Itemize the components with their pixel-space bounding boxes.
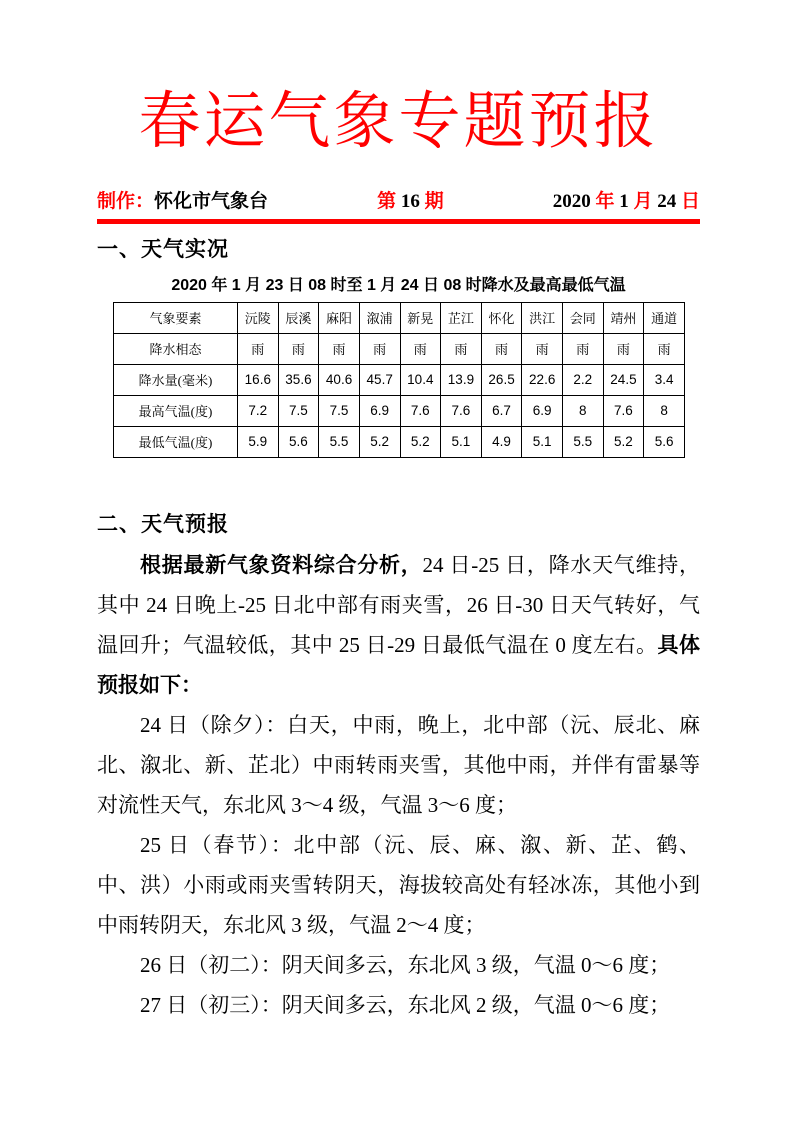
- table-cell: 7.6: [400, 395, 441, 426]
- text-segment: 25 日（春节）：北中部（沅、辰、麻、溆、新、芷、鹤、中、洪）小雨或雨夹雪转阴天，海拔较高处有轻冰冻，其他小到中雨转阴天，东北风 3 级，气温 2～4 度；: [97, 832, 700, 937]
- table-cell: 6.9: [359, 395, 400, 426]
- table-cell: 5.5: [319, 426, 360, 457]
- table-cell: 雨: [319, 333, 360, 364]
- table-cell: 雨: [481, 333, 522, 364]
- text-segment: 24 日-25 日，降水天气维持，其中 24 日晚上-25 日北中部有雨夹雪，26 日-30 日天气转好，气温回升；气温较低，其中 25 日-29 日最低气温在 0 度左右。: [97, 552, 700, 657]
- section-2-heading: 二、天气预报: [97, 512, 229, 536]
- table-row-label: 最低气温(度): [114, 426, 238, 457]
- text-segment: 日: [680, 190, 700, 212]
- forecast-text: [97, 545, 700, 1025]
- red-divider-rule: [97, 219, 700, 224]
- table-cell: 2.2: [563, 364, 604, 395]
- table-cell: 16.6: [238, 364, 279, 395]
- table-row: [114, 395, 685, 426]
- table-column-header: 靖州: [603, 302, 644, 333]
- text-segment: 27 日（初三）：阴天间多云，东北风 2 级，气温 0～6 度；: [140, 992, 671, 1017]
- text-segment: 月: [633, 190, 658, 212]
- text-segment: 24: [657, 190, 681, 212]
- text-segment: 年: [595, 190, 620, 212]
- text-segment: 1: [619, 190, 634, 212]
- table-row-label: 降水相态: [114, 333, 238, 364]
- text-segment: 2020: [552, 190, 596, 212]
- table-cell: 雨: [238, 333, 279, 364]
- table-column-header: 新晃: [400, 302, 441, 333]
- table-cell: 6.7: [481, 395, 522, 426]
- table-cell: 雨: [441, 333, 482, 364]
- table-cell: 雨: [603, 333, 644, 364]
- table-cell: 5.2: [603, 426, 644, 457]
- document-title: 春运气象专题预报: [138, 88, 659, 156]
- table-cell: 雨: [563, 333, 604, 364]
- table-cell: 雨: [400, 333, 441, 364]
- table-cell: 4.9: [481, 426, 522, 457]
- table-header-row: [114, 302, 685, 333]
- table-cell: 35.6: [278, 364, 319, 395]
- table-cell: 40.6: [319, 364, 360, 395]
- forecast-paragraph: [97, 985, 700, 1025]
- section-1-heading: 一、天气实况: [97, 237, 229, 261]
- table-row: [114, 426, 685, 457]
- table-cell: 雨: [522, 333, 563, 364]
- issue-date: [553, 186, 700, 213]
- table-cell: 10.4: [400, 364, 441, 395]
- table-column-header: 麻阳: [319, 302, 360, 333]
- forecast-paragraph: [97, 945, 700, 985]
- table-row-label: 最高气温(度): [114, 395, 238, 426]
- text-segment: 16: [400, 190, 425, 212]
- masthead-info-line: [97, 186, 700, 213]
- table-cell: 3.4: [644, 364, 685, 395]
- table-cell: 13.9: [441, 364, 482, 395]
- issue-number: [377, 186, 444, 213]
- table-cell: 5.2: [400, 426, 441, 457]
- table-column-header: 会同: [563, 302, 604, 333]
- table-cell: 7.6: [603, 395, 644, 426]
- table-row-label: 降水量(毫米): [114, 364, 238, 395]
- weather-table-caption: 2020 年 1 月 23 日 08 时至 1 月 24 日 08 时降水及最高最低气温: [171, 276, 626, 294]
- table-cell: 5.6: [644, 426, 685, 457]
- table-cell: 6.9: [522, 395, 563, 426]
- table-cell: 7.5: [278, 395, 319, 426]
- table-row: [114, 364, 685, 395]
- table-column-header: 芷江: [441, 302, 482, 333]
- forecast-paragraph: [97, 545, 700, 705]
- table-column-header: 溆浦: [359, 302, 400, 333]
- table-cell: 雨: [278, 333, 319, 364]
- text-segment: 根据最新气象资料综合分析，: [140, 552, 423, 577]
- table-column-header: 沅陵: [238, 302, 279, 333]
- table-cell: 5.6: [278, 426, 319, 457]
- forecast-paragraph: [97, 825, 700, 945]
- table-column-header: 通道: [644, 302, 685, 333]
- producer-label: [97, 186, 268, 213]
- table-cell: 26.5: [481, 364, 522, 395]
- table-cell: 22.6: [522, 364, 563, 395]
- table-cell: 24.5: [603, 364, 644, 395]
- table-cell: 7.5: [319, 395, 360, 426]
- text-segment: 26 日（初二）：阴天间多云，东北风 3 级，气温 0～6 度；: [140, 952, 671, 977]
- table-column-header: 洪江: [522, 302, 563, 333]
- text-segment: 具体预报如下：: [97, 632, 701, 697]
- table-row: [114, 333, 685, 364]
- table-cell: 45.7: [359, 364, 400, 395]
- table-cell: 5.5: [563, 426, 604, 457]
- table-cell: 7.2: [238, 395, 279, 426]
- text-segment: 第: [377, 190, 401, 212]
- table-cell: 8: [644, 395, 685, 426]
- weather-table: [113, 302, 685, 458]
- table-cell: 7.6: [441, 395, 482, 426]
- table-column-header: 气象要素: [114, 302, 238, 333]
- table-cell: 雨: [644, 333, 685, 364]
- table-cell: 雨: [359, 333, 400, 364]
- table-cell: 5.9: [238, 426, 279, 457]
- table-column-header: 怀化: [481, 302, 522, 333]
- table-column-header: 辰溪: [278, 302, 319, 333]
- table-cell: 5.1: [522, 426, 563, 457]
- table-cell: 8: [563, 395, 604, 426]
- text-segment: 24 日（除夕）：白天，中雨，晚上，北中部（沅、辰北、麻北、溆北、新、芷北）中雨转雨夹雪，其他中雨，并伴有雷暴等对流性天气，东北风 3～4 级，气温 3～6 度；: [97, 712, 700, 817]
- forecast-paragraph: [97, 705, 700, 825]
- text-segment: 怀化市气象台: [154, 190, 269, 212]
- text-segment: 期: [424, 190, 444, 212]
- text-segment: 制作：: [97, 190, 155, 212]
- table-cell: 5.2: [359, 426, 400, 457]
- table-cell: 5.1: [441, 426, 482, 457]
